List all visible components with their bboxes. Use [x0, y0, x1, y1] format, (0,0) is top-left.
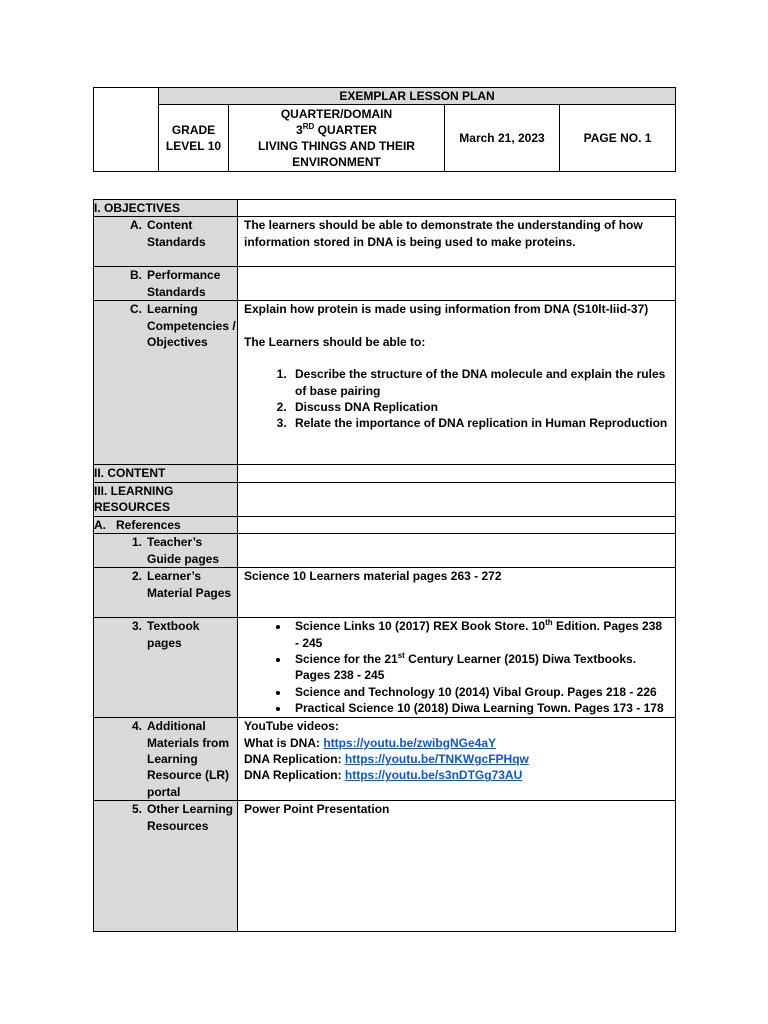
logo-cell [94, 88, 159, 172]
learners-material-value: Science 10 Learners material pages 263 - 272 [238, 568, 676, 618]
content-label: II. CONTENT [94, 465, 238, 482]
video-link-dna-replication-1[interactable]: https://youtu.be/TNKWgcFPHqw [344, 752, 529, 767]
lesson-plan-table [93, 199, 676, 932]
youtube-title: YouTube videos: [244, 719, 339, 734]
video-link-what-is-dna[interactable]: https://youtu.be/zwibgNGe4aY [323, 735, 497, 750]
learners-material-label: 2. Learner’s Material Pages [94, 568, 238, 618]
textbook-list [244, 618, 669, 716]
objectives-list [244, 366, 669, 432]
learners-intro: The Learners should be able to: [244, 334, 426, 349]
date-cell: March 21, 2023 [445, 105, 560, 172]
page-number-cell: PAGE NO. 1 [560, 105, 676, 172]
references-label: A. References [94, 516, 238, 533]
references-value [238, 516, 676, 533]
video-line: What is DNA: https://youtu.be/zwibgNGe4aY [244, 735, 497, 750]
other-resources-value: Power Point Presentation [238, 801, 676, 932]
quarter-domain-cell [229, 105, 445, 172]
textbook-value [238, 618, 676, 718]
performance-standards-value [238, 267, 676, 301]
domain-line1: LIVING THINGS AND THEIR [258, 139, 415, 153]
objectives-value [238, 200, 676, 217]
textbook-label: 3. Textbook pages [94, 618, 238, 718]
video-line: DNA Replication: https://youtu.be/TNKWgcFPHqw [244, 752, 529, 767]
competency-text: Explain how protein is made using information from DNA (S10lt-Iiid-37) [244, 302, 649, 317]
learning-resources-label: III. LEARNING RESOURCES [94, 482, 238, 516]
video-line: DNA Replication: https://youtu.be/s3nDTGg73AU [244, 768, 523, 783]
grade-line2: LEVEL 10 [165, 139, 222, 153]
domain-line2: ENVIRONMENT [292, 155, 381, 169]
learning-competencies-value [238, 301, 676, 465]
grade-line1: GRADE [171, 123, 216, 137]
objective-item: 2. Discuss DNA Replication [290, 399, 669, 415]
content-value [238, 465, 676, 482]
other-resources-label: 5. Other Learning Resources [94, 801, 238, 932]
grade-level-cell [159, 105, 229, 172]
additional-materials-label: 4. Additional Materials from Learning Resource (LR) portal [94, 718, 238, 801]
quarter-label: 3RD QUARTER [296, 122, 377, 137]
textbook-item: • Science Links 10 (2017) REX Book Store. 10th Edition. Pages 238 - 245 [290, 618, 669, 651]
additional-materials-value [238, 718, 676, 801]
objective-item: 1. Describe the structure of the DNA molecule and explain the rules of base pairing [290, 366, 669, 399]
performance-standards-label: B. Performance Standards [94, 267, 238, 301]
teachers-guide-label: 1. Teacher’s Guide pages [94, 534, 238, 568]
objective-item: 3. Relate the importance of DNA replication in Human Reproduction [290, 415, 669, 431]
header-table [93, 87, 676, 172]
textbook-item: • Science for the 21st Century Learner (2015) Diwa Textbooks. Pages 238 - 245 [290, 651, 669, 684]
textbook-item: • Practical Science 10 (2018) Diwa Learning Town. Pages 173 - 178 [290, 700, 669, 716]
video-link-dna-replication-2[interactable]: https://youtu.be/s3nDTGg73AU [344, 768, 523, 783]
quarter-domain-label: QUARTER/DOMAIN [280, 107, 393, 121]
learning-resources-value [238, 482, 676, 516]
objectives-label: I. OBJECTIVES [94, 200, 238, 217]
learning-competencies-label: C. Learning Competencies / Objectives [94, 301, 238, 465]
content-standards-label: A. Content Standards [94, 217, 238, 267]
teachers-guide-value [238, 534, 676, 568]
content-standards-value: The learners should be able to demonstrate the understanding of how information stored in DNA is being used to make proteins. [238, 217, 676, 267]
textbook-item: • Science and Technology 10 (2014) Vibal Group. Pages 218 - 226 [290, 684, 669, 700]
lesson-plan-title: EXEMPLAR LESSON PLAN [159, 88, 676, 105]
